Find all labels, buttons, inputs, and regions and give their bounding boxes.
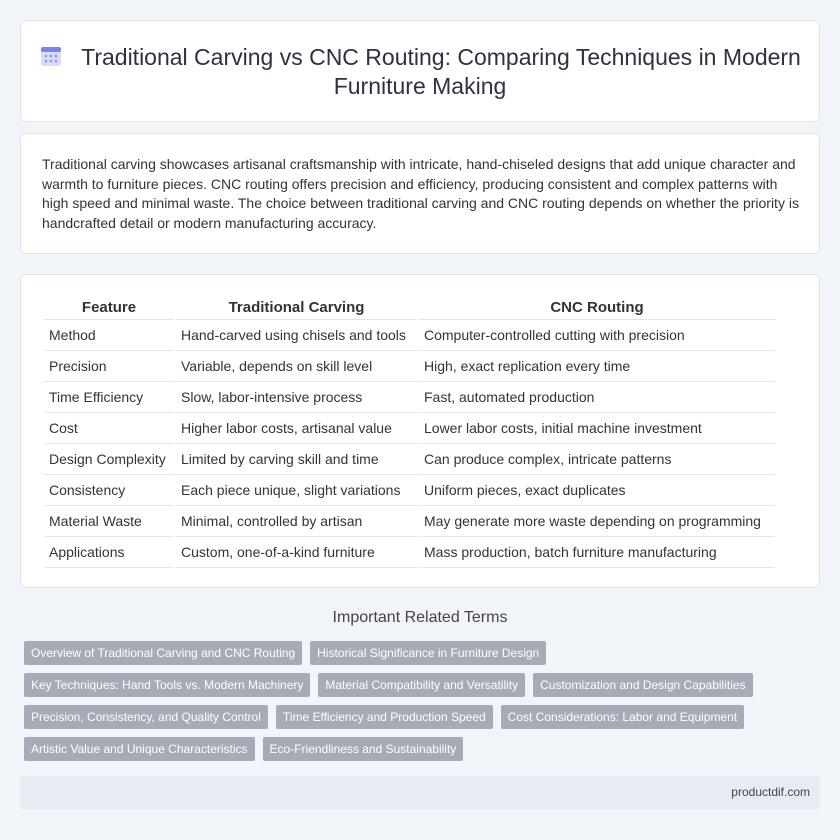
related-term-tag[interactable]: Time Efficiency and Production Speed bbox=[276, 705, 493, 729]
feature-cell: Applications bbox=[44, 537, 174, 568]
footer bbox=[20, 776, 820, 809]
table-row bbox=[44, 413, 775, 444]
cnc-routing-cell: Mass production, batch furniture manufacturing bbox=[419, 537, 775, 568]
related-terms-list bbox=[24, 641, 794, 761]
related-term-tag[interactable]: Customization and Design Capabilities bbox=[533, 673, 752, 697]
table-row bbox=[44, 320, 775, 351]
related-term-tag[interactable]: Artistic Value and Unique Characteristics bbox=[24, 737, 255, 761]
table-row bbox=[44, 351, 775, 382]
title-wrap bbox=[21, 43, 819, 101]
table-row bbox=[44, 382, 775, 413]
header-card bbox=[20, 20, 820, 122]
cnc-routing-cell: May generate more waste depending on programming bbox=[419, 506, 775, 537]
related-term-tag[interactable]: Precision, Consistency, and Quality Control bbox=[24, 705, 268, 729]
intro-card bbox=[20, 133, 820, 254]
traditional-carving-cell: Limited by carving skill and time bbox=[176, 444, 417, 475]
header-traditional-carving: Traditional Carving bbox=[176, 297, 417, 320]
feature-cell: Precision bbox=[44, 351, 174, 382]
related-term-tag[interactable]: Overview of Traditional Carving and CNC Routing bbox=[24, 641, 302, 665]
related-term-tag[interactable]: Key Techniques: Hand Tools vs. Modern Machinery bbox=[24, 673, 310, 697]
related-term-tag[interactable]: Material Compatibility and Versatility bbox=[318, 673, 525, 697]
traditional-carving-cell: Higher labor costs, artisanal value bbox=[176, 413, 417, 444]
intro-paragraph: Traditional carving showcases artisanal craftsmanship with intricate, hand-chiseled designs that add unique character and warmth to furniture pieces. CNC routing offers precision and efficiency, producing consistent and complex patterns with high speed and minimal waste. The choice between traditional carving and CNC routing depends on whether the priority is handcrafted detail or modern manufacturing accuracy. bbox=[42, 156, 799, 231]
traditional-carving-cell: Hand-carved using chisels and tools bbox=[176, 320, 417, 351]
table-row bbox=[44, 506, 775, 537]
table-row bbox=[44, 537, 775, 568]
header-cnc-routing: CNC Routing bbox=[419, 297, 775, 320]
feature-cell: Material Waste bbox=[44, 506, 174, 537]
cnc-routing-cell: Uniform pieces, exact duplicates bbox=[419, 475, 775, 506]
traditional-carving-cell: Custom, one-of-a-kind furniture bbox=[176, 537, 417, 568]
cnc-routing-cell: Fast, automated production bbox=[419, 382, 775, 413]
page-title-text: Traditional Carving vs CNC Routing: Comparing Techniques in Modern Furniture Making bbox=[81, 44, 801, 99]
cnc-routing-cell: High, exact replication every time bbox=[419, 351, 775, 382]
related-term-tag[interactable]: Cost Considerations: Labor and Equipment bbox=[501, 705, 744, 729]
related-term-tag[interactable]: Historical Significance in Furniture Design bbox=[310, 641, 546, 665]
header-feature: Feature bbox=[44, 297, 174, 320]
traditional-carving-cell: Minimal, controlled by artisan bbox=[176, 506, 417, 537]
comparison-table bbox=[42, 297, 777, 568]
feature-cell: Method bbox=[44, 320, 174, 351]
traditional-carving-cell: Each piece unique, slight variations bbox=[176, 475, 417, 506]
calendar-icon bbox=[39, 44, 63, 68]
feature-cell: Consistency bbox=[44, 475, 174, 506]
cnc-routing-cell: Can produce complex, intricate patterns bbox=[419, 444, 775, 475]
related-term-tag[interactable]: Eco-Friendliness and Sustainability bbox=[263, 737, 464, 761]
table-header-row bbox=[44, 297, 775, 320]
feature-cell: Time Efficiency bbox=[44, 382, 174, 413]
table-row bbox=[44, 444, 775, 475]
traditional-carving-cell: Variable, depends on skill level bbox=[176, 351, 417, 382]
related-terms-title: Important Related Terms bbox=[332, 609, 508, 626]
cnc-routing-cell: Computer-controlled cutting with precision bbox=[419, 320, 775, 351]
traditional-carving-cell: Slow, labor-intensive process bbox=[176, 382, 417, 413]
table-body bbox=[44, 320, 775, 568]
table-row bbox=[44, 475, 775, 506]
page-title bbox=[21, 43, 819, 101]
feature-cell: Cost bbox=[44, 413, 174, 444]
comparison-card bbox=[20, 274, 820, 588]
feature-cell: Design Complexity bbox=[44, 444, 174, 475]
footer-site[interactable]: productdif.com bbox=[731, 785, 810, 799]
cnc-routing-cell: Lower labor costs, initial machine investment bbox=[419, 413, 775, 444]
